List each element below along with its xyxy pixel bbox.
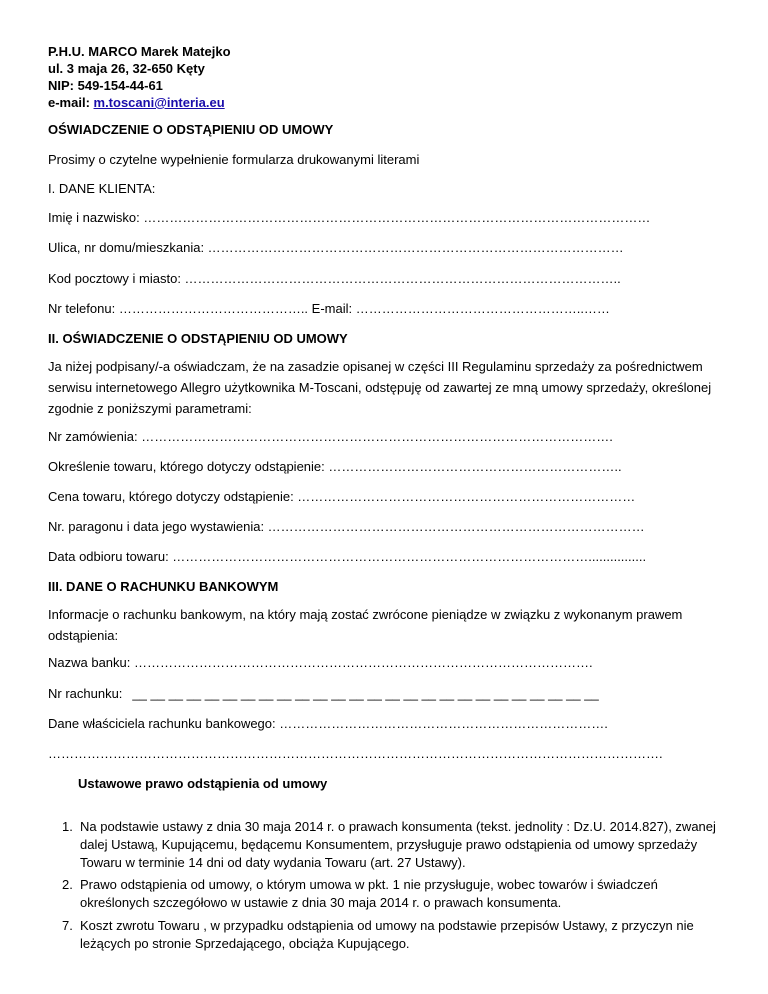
- section2-heading: II. OŚWIADCZENIE O ODSTĄPIENIU OD UMOWY: [48, 331, 348, 346]
- clause-number: 2.: [62, 877, 73, 892]
- account-number-dashes: __ __ __ __ __ __ __ __ __ __ __ __ __ __ __ __ __ __ __ __ __ __ __ __ __ __: [132, 686, 599, 701]
- rights-clause-2: [48, 876, 728, 912]
- extra-blank-line: …………………………………………………………………………………………………………………………….: [48, 746, 663, 761]
- city-field: Kod pocztowy i miasto: ………………………………………………………………………………………..: [48, 271, 621, 286]
- clause-text: Prawo odstąpienia od umowy, o którym umowa w pkt. 1 nie przysługuje, wobec towarów i świadczeń określonych szczegółowo w ustawie z dnia 30 maja 2014 r. o prawach konsumenta.: [80, 877, 658, 910]
- price-field: Cena towaru, którego dotyczy odstąpienie: ……………………………………………………………………: [48, 489, 636, 504]
- name-field: Imię i nazwisko: ………………………………………………………………………………………………………: [48, 210, 651, 225]
- email-label: e-mail:: [48, 95, 94, 110]
- company-nip: NIP: 549-154-44-61: [48, 78, 163, 93]
- rights-heading: Ustawowe prawo odstąpienia od umowy: [78, 776, 328, 791]
- product-field: Określenie towaru, którego dotyczy odstąpienie: …………………………………………………………..: [48, 459, 622, 474]
- phone-email-field: Nr telefonu: …………………………………….. E-mail: ……………………………………………..……: [48, 301, 610, 316]
- section1-heading: I. DANE KLIENTA:: [48, 181, 156, 196]
- account-owner-field: Dane właściciela rachunku bankowego: ………………………………………………………………….: [48, 716, 608, 731]
- clause-text: Koszt zwrotu Towaru , w przypadku odstąpienia od umowy na podstawie przepisów Ustawy, z przyczyn nie leżących po stronie Sprzedającego, obciąża Kupującego.: [80, 918, 694, 951]
- pickup-date-field: Data odbioru towaru: ……………………………………………………………………………………................: [48, 549, 647, 564]
- company-name: P.H.U. MARCO Marek Matejko: [48, 44, 231, 59]
- street-field: Ulica, nr domu/mieszkania: ……………………………………………………………………………………: [48, 240, 624, 255]
- clause-text: Na podstawie ustawy z dnia 30 maja 2014 r. o prawach konsumenta (tekst. jednolity : Dz.U. 2014.827), zwanej dalej Ustawą, Kupującemu, będącemu Konsumentem, przysługuje prawo odstąpienia od umowy sprzedaży Towaru w terminie 14 dni od daty wydania Towaru (art. 27 Ustawy).: [80, 819, 716, 870]
- document-title: OŚWIADCZENIE O ODSTĄPIENIU OD UMOWY: [48, 122, 334, 137]
- clause-number: 7.: [62, 918, 73, 933]
- account-label: Nr rachunku:: [48, 686, 123, 701]
- order-number-field: Nr zamówienia: ……………………………………………………………………………………………….: [48, 429, 613, 444]
- email-link[interactable]: m.toscani@interia.eu: [93, 95, 225, 110]
- instruction-text: Prosimy o czytelne wypełnienie formularza drukowanymi literami: [48, 152, 420, 167]
- rights-clause-1: [48, 818, 728, 872]
- account-number-row: [48, 686, 599, 702]
- clause-number: 1.: [62, 819, 73, 834]
- bank-name-field: Nazwa banku: …………………………………………………………………………………………….: [48, 655, 593, 670]
- company-email-row: [48, 95, 225, 111]
- bank-info-text: Informacje o rachunku bankowym, na który mają zostać zwrócone pieniądze w związku z wykonanym prawem odstąpienia:: [48, 607, 683, 643]
- receipt-field: Nr. paragonu i data jego wystawienia: ……………………………………………………………………………: [48, 519, 645, 534]
- section3-heading: III. DANE O RACHUNKU BANKOWYM: [48, 579, 279, 594]
- company-address: ul. 3 maja 26, 32-650 Kęty: [48, 61, 205, 76]
- rights-clause-7: [48, 917, 728, 953]
- statement-text: Ja niżej podpisany/-a oświadczam, że na zasadzie opisanej w części III Regulaminu sprzedaży za pośrednictwem serwisu internetowego Allegro użytkownika M-Toscani, odstępuję od zawartej ze mną umowy sprzedaży, określonej zgodnie z poniższymi parametrami:: [48, 359, 712, 416]
